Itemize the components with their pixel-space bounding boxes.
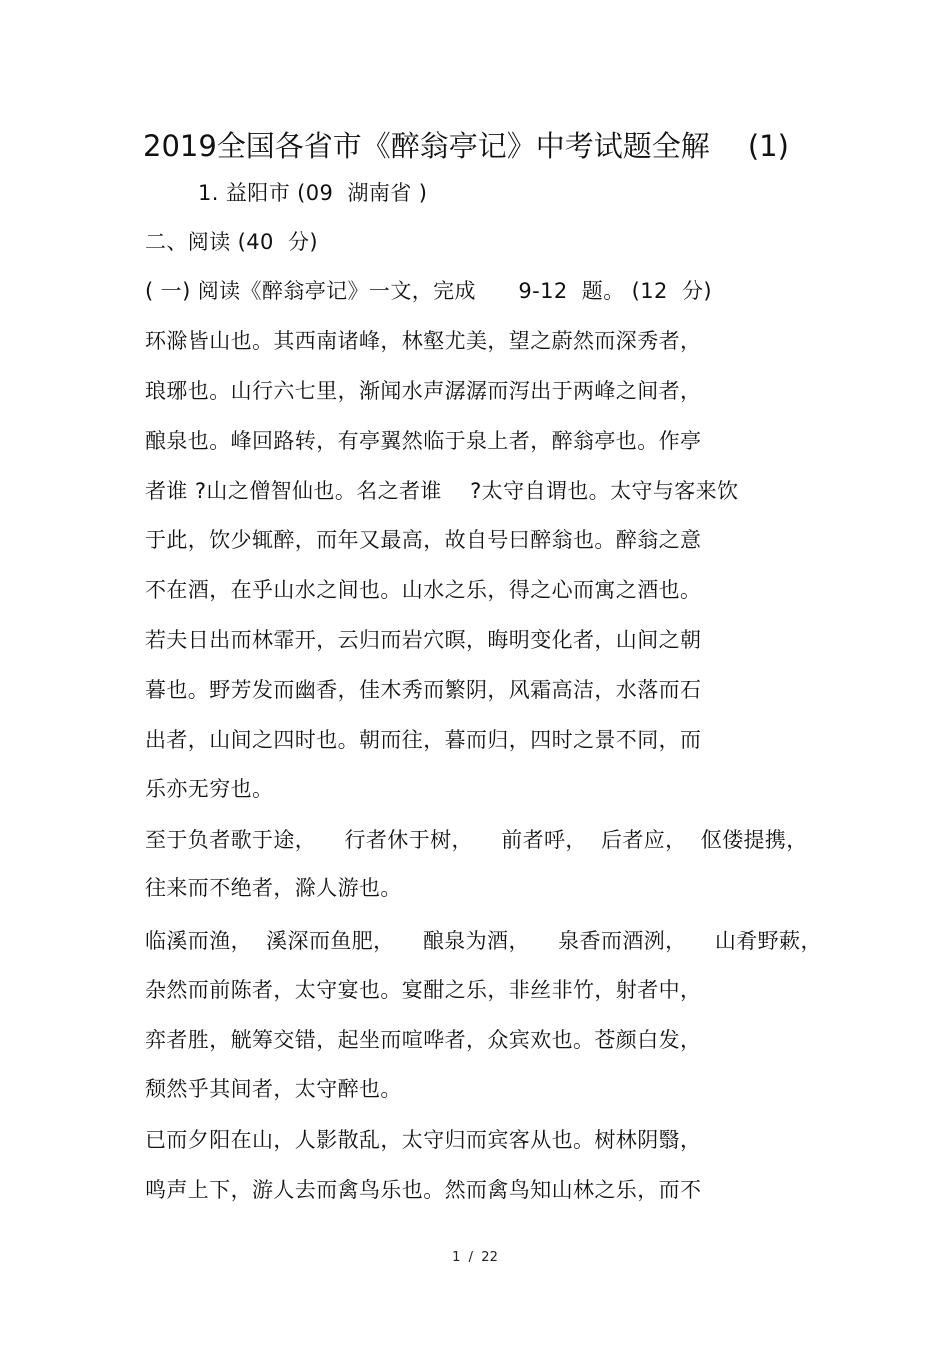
text-line: 乐亦无穷也。 <box>145 777 274 801</box>
text-line: 若夫日出而林霏开，云归而岩穴暝，晦明变化者，山间之朝 <box>145 628 702 652</box>
text-line: 弈者胜，觥筹交错，起坐而喧哗者，众宾欢也。苍颜白发， <box>145 1028 702 1052</box>
question-source: 1. 益阳市 (09 湖南省 ) <box>198 181 428 205</box>
title-number: (1) <box>747 129 789 163</box>
question-instruction: ( 一) 阅读《醉翁亭记》一文，完成 9-12 题。 (12 分) <box>145 279 712 303</box>
document-title <box>143 124 789 168</box>
text-line: 酿泉也。峰回路转，有亭翼然临于泉上者，醉翁亭也。作亭 <box>145 429 702 453</box>
text-line: 不在酒，在乎山水之间也。山水之乐，得之心而寓之酒也。 <box>145 578 702 602</box>
text-line: 出者，山间之四时也。朝而往，暮而归，四时之景不同，而 <box>145 728 702 752</box>
title-text: 2019全国各省市《醉翁亭记》中考试题全解 <box>143 129 710 163</box>
page-indicator: 1 / 22 <box>452 1250 498 1265</box>
text-line: 至于负者歌于途， 行者休于树， 前者呼， 后者应， 伛偻提携， <box>145 828 808 852</box>
text-line: 环滁皆山也。其西南诸峰，林壑尤美，望之蔚然而深秀者， <box>145 329 702 353</box>
text-line: 往来而不绝者，滁人游也。 <box>145 876 402 900</box>
text-line: 临溪而渔， 溪深而鱼肥， 酿泉为酒， 泉香而酒洌， 山肴野蔌， <box>145 929 822 953</box>
text-line: 杂然而前陈者，太守宴也。宴酣之乐，非丝非竹，射者中， <box>145 978 702 1002</box>
text-line: 暮也。野芳发而幽香，佳木秀而繁阴，风霜高洁，水落而石 <box>145 678 702 702</box>
text-line: 鸣声上下，游人去而禽鸟乐也。然而禽鸟知山林之乐，而不 <box>145 1178 702 1202</box>
text-line: 于此，饮少辄醉，而年又最高，故自号曰醉翁也。醉翁之意 <box>145 528 702 552</box>
text-line: 颓然乎其间者，太守醉也。 <box>145 1077 402 1101</box>
section-heading: 二、阅读 (40 分) <box>145 230 318 254</box>
text-line: 已而夕阳在山，人影散乱，太守归而宾客从也。树林阴翳， <box>145 1128 702 1152</box>
text-line: 者谁 ?山之僧智仙也。名之者谁 ?太守自谓也。太守与客来饮 <box>145 479 739 503</box>
text-line: 琅琊也。山行六七里，渐闻水声潺潺而泻出于两峰之间者， <box>145 379 702 403</box>
